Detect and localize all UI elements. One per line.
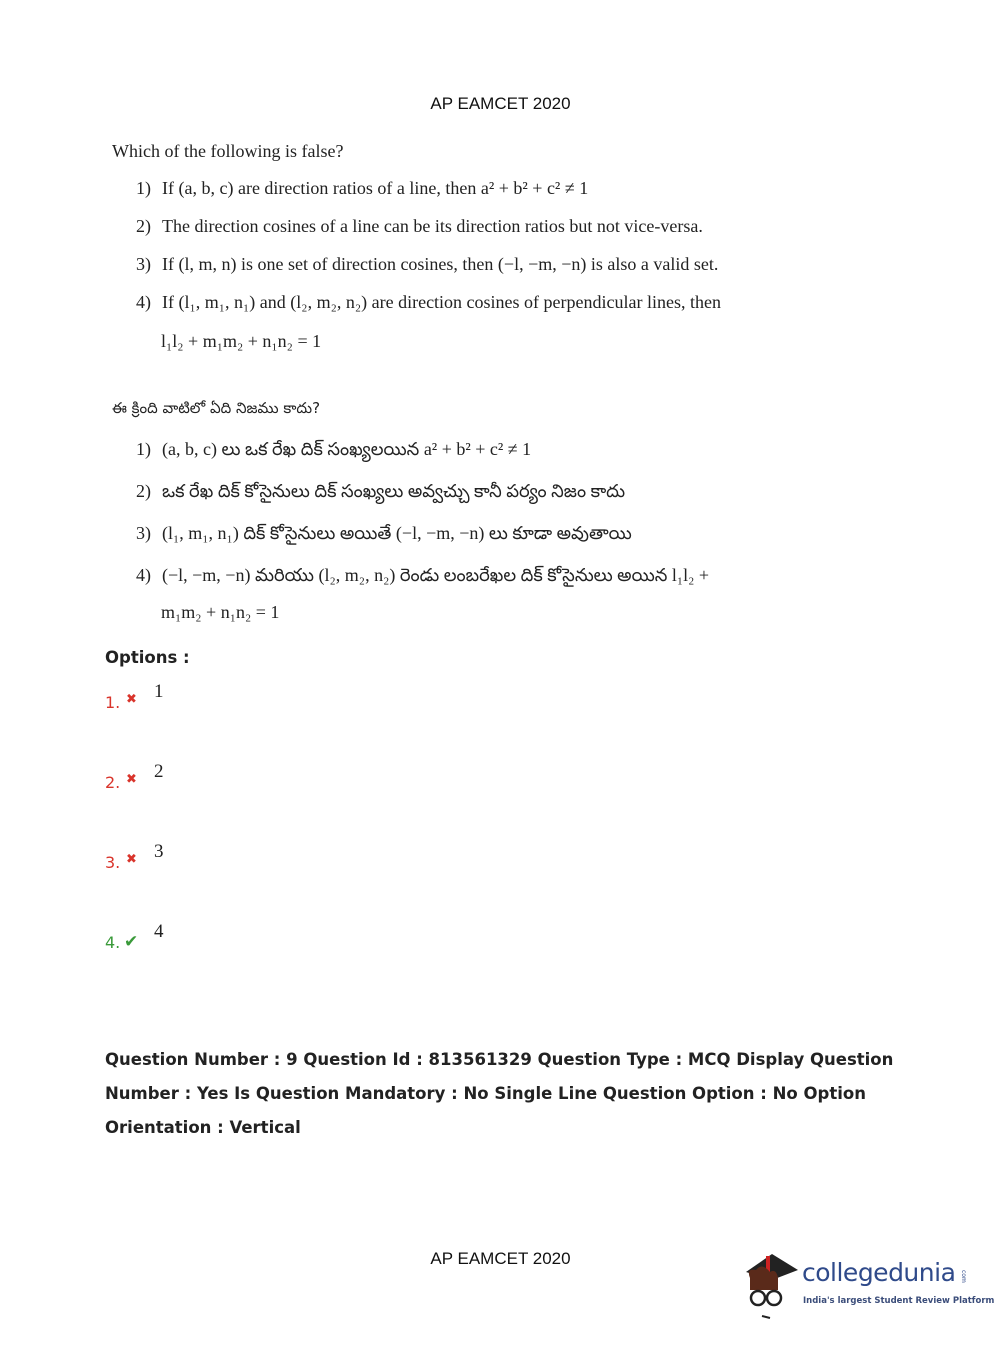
option-text: If (l, m, n) is one set of direction cosines, then (−l, −m, −n) is also a valid set. bbox=[162, 254, 719, 274]
page-header: AP EAMCET 2020 bbox=[430, 94, 571, 113]
option-number: 1) bbox=[136, 178, 151, 198]
option-value: 3 bbox=[154, 841, 164, 862]
option-number: 4) bbox=[136, 565, 151, 585]
question-option-te bbox=[136, 481, 625, 506]
question-option-en bbox=[136, 254, 718, 275]
question-prompt-te: ఈ క్రింది వాటిలో ఏది నిజము కాదు? bbox=[112, 399, 321, 417]
option-number: 4) bbox=[136, 292, 151, 312]
question-option-en bbox=[136, 178, 588, 199]
question-metadata: Question Number : 9 Question Id : 813561329 Question Type : MCQ Display Question Number : Yes Is Question Mandatory : No Single Line Question Option : No Option Orientation : Vertical bbox=[105, 1050, 894, 1137]
option-text: (−l, −m, −n) మరియు (l₂, m₂, n₂) రెండు లంబరేఖల దిక్ కోసైనులు అయిన l₁l₂ + bbox=[162, 565, 710, 585]
question-option-te bbox=[136, 565, 709, 590]
option-text: (a, b, c) లు ఒక రేఖ దిక్ సంఖ్యలయిన a² + b² + c² ≠ 1 bbox=[162, 439, 532, 459]
option-number: 3. bbox=[105, 853, 121, 872]
mascot-icon bbox=[742, 1250, 800, 1320]
question-option-te bbox=[136, 523, 632, 548]
question-continuation-en: l₁l₂ + m₁m₂ + n₁n₂ = 1 bbox=[161, 331, 322, 351]
option-text: If (l₁, m₁, n₁) and (l₂, m₂, n₂) are direction cosines of perpendicular lines, then bbox=[162, 292, 721, 312]
option-text: (l₁, m₁, n₁) దిక్ కోసైనులు అయితే (−l, −m, −n) లు కూడా అవుతాయి bbox=[162, 523, 632, 543]
option-text: The direction cosines of a line can be its direction ratios but not vice-versa. bbox=[162, 216, 703, 236]
logo-tagline: India's largest Student Review Platform bbox=[803, 1296, 995, 1306]
option-number: 1) bbox=[136, 439, 151, 459]
cross-icon: ✖ bbox=[126, 772, 137, 787]
option-number: 2) bbox=[136, 216, 151, 236]
cross-icon: ✖ bbox=[126, 852, 137, 867]
logo-domain: com bbox=[960, 1270, 967, 1283]
collegedunia-logo bbox=[742, 1250, 995, 1320]
question-prompt-en: Which of the following is false? bbox=[112, 141, 344, 161]
option-number: 3) bbox=[136, 523, 151, 543]
question-option-en bbox=[136, 292, 721, 313]
cross-icon: ✖ bbox=[126, 692, 137, 707]
option-number: 2) bbox=[136, 481, 151, 501]
question-option-te bbox=[136, 439, 531, 464]
option-value: 4 bbox=[154, 921, 164, 942]
option-number: 2. bbox=[105, 773, 121, 792]
option-number: 1. bbox=[105, 693, 121, 712]
option-value: 1 bbox=[154, 681, 164, 702]
option-number: 3) bbox=[136, 254, 151, 274]
question-option-en bbox=[136, 216, 703, 237]
option-value: 2 bbox=[154, 761, 164, 782]
option-text: If (a, b, c) are direction ratios of a line, then a² + b² + c² ≠ 1 bbox=[162, 178, 589, 198]
check-icon: ✔ bbox=[124, 932, 139, 952]
options-label: Options : bbox=[105, 648, 190, 667]
page-footer: AP EAMCET 2020 bbox=[430, 1249, 571, 1268]
logo-wordmark: collegedunia bbox=[802, 1258, 956, 1287]
option-number: 4. bbox=[105, 933, 121, 952]
question-continuation-te: m₁m₂ + n₁n₂ = 1 bbox=[161, 602, 280, 622]
option-text: ఒక రేఖ దిక్ కోసైనులు దిక్ సంఖ్యలు అవ్వచ్చు కానీ పర్యం నిజం కాదు bbox=[162, 481, 626, 501]
